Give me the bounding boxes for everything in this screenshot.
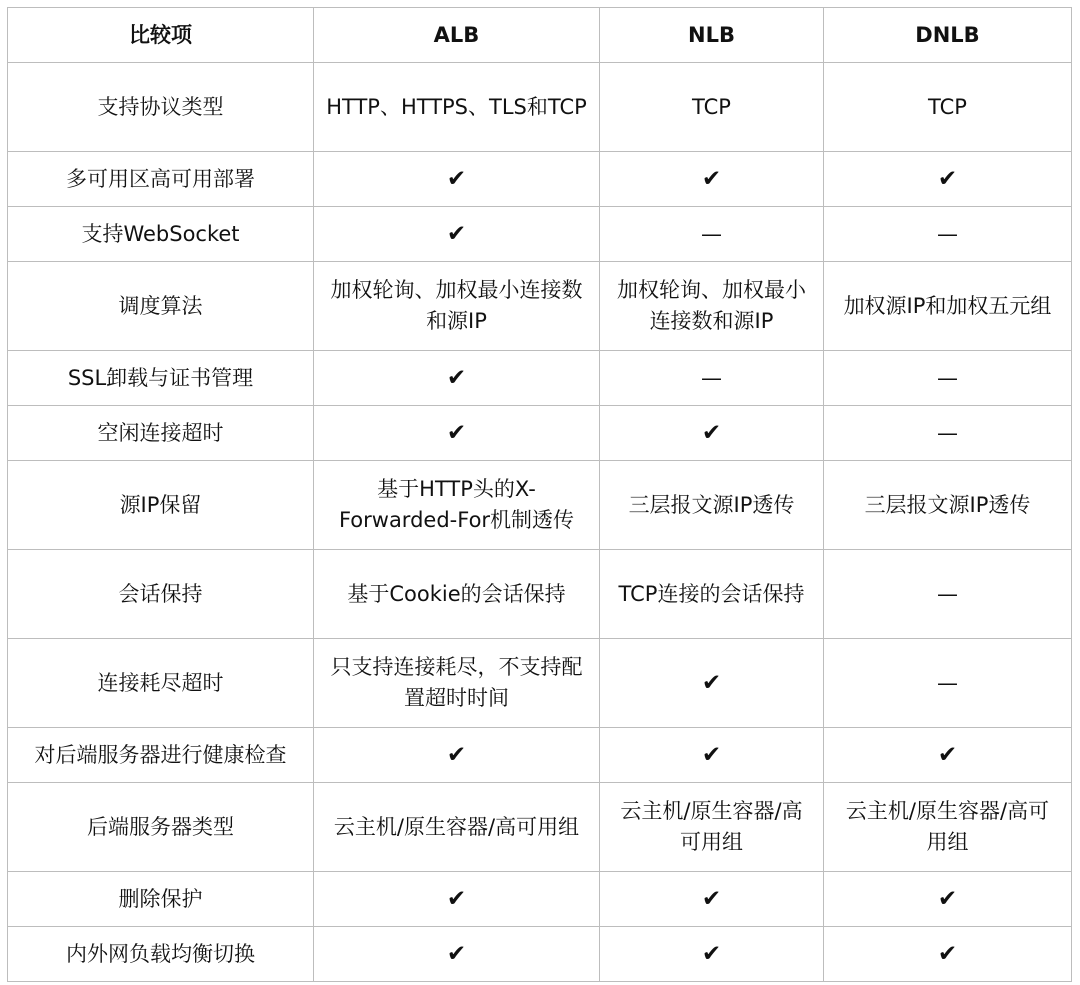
- table-row: [8, 152, 1072, 207]
- nlb-check-icon: ✔: [600, 152, 824, 207]
- row-label: 源IP保留: [8, 461, 314, 550]
- table-row: [8, 351, 1072, 406]
- table-row: [8, 461, 1072, 550]
- nlb-cell: —: [600, 207, 824, 262]
- dnlb-check-icon: ✔: [824, 872, 1072, 927]
- alb-check-icon: ✔: [314, 152, 600, 207]
- row-label: 后端服务器类型: [8, 783, 314, 872]
- dnlb-cell: 加权源IP和加权五元组: [824, 262, 1072, 351]
- nlb-cell: TCP连接的会话保持: [600, 550, 824, 639]
- row-label: 内外网负载均衡切换: [8, 927, 314, 982]
- table-row: [8, 207, 1072, 262]
- nlb-check-icon: ✔: [600, 639, 824, 728]
- header-row: [8, 8, 1072, 63]
- nlb-check-icon: ✔: [600, 872, 824, 927]
- row-label: 对后端服务器进行健康检查: [8, 728, 314, 783]
- nlb-cell: 三层报文源IP透传: [600, 461, 824, 550]
- table-row: [8, 550, 1072, 639]
- alb-cell: 基于HTTP头的X-Forwarded-For机制透传: [314, 461, 600, 550]
- table-row: [8, 728, 1072, 783]
- dnlb-cell: —: [824, 207, 1072, 262]
- alb-cell: 基于Cookie的会话保持: [314, 550, 600, 639]
- alb-cell: HTTP、HTTPS、TLS和TCP: [314, 63, 600, 152]
- row-label: 调度算法: [8, 262, 314, 351]
- row-label: 会话保持: [8, 550, 314, 639]
- table-row: [8, 639, 1072, 728]
- comparison-table: [7, 7, 1072, 982]
- nlb-check-icon: ✔: [600, 927, 824, 982]
- nlb-cell: 云主机/原生容器/高可用组: [600, 783, 824, 872]
- dnlb-check-icon: ✔: [824, 728, 1072, 783]
- header-alb: ALB: [314, 8, 600, 63]
- alb-check-icon: ✔: [314, 728, 600, 783]
- alb-check-icon: ✔: [314, 872, 600, 927]
- alb-check-icon: ✔: [314, 207, 600, 262]
- row-label: 空闲连接超时: [8, 406, 314, 461]
- table-row: [8, 63, 1072, 152]
- alb-cell: 加权轮询、加权最小连接数和源IP: [314, 262, 600, 351]
- dnlb-cell: —: [824, 406, 1072, 461]
- nlb-cell: —: [600, 351, 824, 406]
- row-label: 多可用区高可用部署: [8, 152, 314, 207]
- row-label: 支持WebSocket: [8, 207, 314, 262]
- nlb-cell: 加权轮询、加权最小连接数和源IP: [600, 262, 824, 351]
- dnlb-cell: —: [824, 351, 1072, 406]
- table-row: [8, 406, 1072, 461]
- table-row: [8, 872, 1072, 927]
- dnlb-cell: —: [824, 550, 1072, 639]
- row-label: 删除保护: [8, 872, 314, 927]
- nlb-check-icon: ✔: [600, 406, 824, 461]
- header-dnlb: DNLB: [824, 8, 1072, 63]
- row-label: 连接耗尽超时: [8, 639, 314, 728]
- dnlb-check-icon: ✔: [824, 927, 1072, 982]
- alb-cell: 云主机/原生容器/高可用组: [314, 783, 600, 872]
- row-label: 支持协议类型: [8, 63, 314, 152]
- alb-check-icon: ✔: [314, 927, 600, 982]
- table-row: [8, 783, 1072, 872]
- header-nlb: NLB: [600, 8, 824, 63]
- dnlb-cell: TCP: [824, 63, 1072, 152]
- alb-check-icon: ✔: [314, 406, 600, 461]
- row-label: SSL卸载与证书管理: [8, 351, 314, 406]
- nlb-check-icon: ✔: [600, 728, 824, 783]
- dnlb-cell: 三层报文源IP透传: [824, 461, 1072, 550]
- dnlb-cell: —: [824, 639, 1072, 728]
- header-compare-item: 比较项: [8, 8, 314, 63]
- dnlb-cell: 云主机/原生容器/高可用组: [824, 783, 1072, 872]
- alb-check-icon: ✔: [314, 351, 600, 406]
- dnlb-check-icon: ✔: [824, 152, 1072, 207]
- table-row: [8, 927, 1072, 982]
- alb-cell: 只支持连接耗尽，不支持配置超时时间: [314, 639, 600, 728]
- table-row: [8, 262, 1072, 351]
- nlb-cell: TCP: [600, 63, 824, 152]
